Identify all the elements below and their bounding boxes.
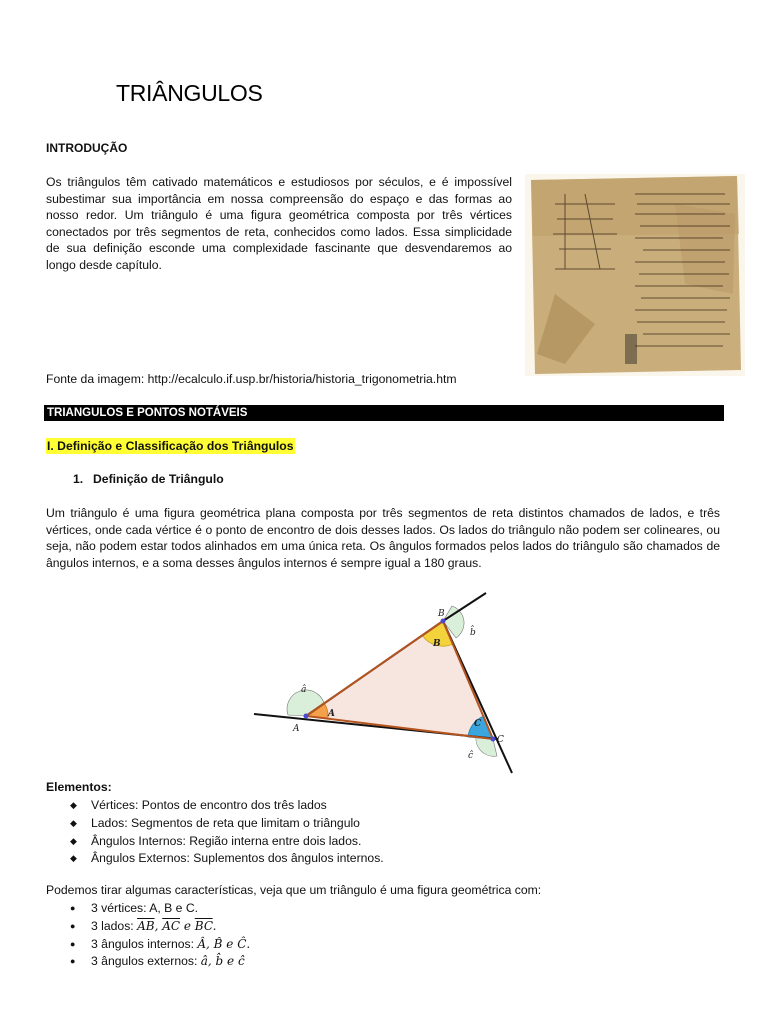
vertex-A [304,714,309,719]
lados-prefix: 3 lados: [91,918,138,933]
heading-number: 1. [73,472,84,486]
list-item: ◆ Ângulos Internos: Região interna entre dois lados. [70,833,384,851]
list-item: ● 3 vértices: A, B e C. [70,900,250,918]
page-title: TRIÂNGULOS [116,80,263,106]
internos-prefix: 3 ângulos internos: [91,936,198,951]
elements-list [70,797,384,868]
internos-math: Â, B̂ e Ĉ. [197,936,251,951]
label-A-interior: A [328,709,335,719]
intro-paragraph: Os triângulos têm cativado matemáticos e estudiosos por séculos, e é impossível subestimar sua importância em nossa compreensão do espaço e das formas ao nosso redor. Um triângulo é uma figura geométrica composta por três vértices conectados por três segmentos de reta, conhecidos como lados. Essa simplicidade de sua definição esconde uma complexidade fascinante que desvendaremos ao longo desde capítulo. [46,175,512,272]
subsection-heading: I. Definição e Classificação dos Triângulos [47,439,294,453]
image-source: Fonte da imagem: http://ecalculo.if.usp.br/historia/historia_trigonometria.htm [46,372,457,386]
label-C-interior: C [474,719,482,729]
segment-ab: $\overline{AB}$ [137,918,155,933]
characteristics-list [70,900,250,971]
label-B-interior: B [433,639,441,649]
list-item [70,918,250,936]
list-item: ◆ Ângulos Externos: Suplementos dos ângulos internos. [70,850,384,868]
segment-ac: $\overline{AC}$ [162,918,181,933]
triangle-diagram [250,585,520,775]
elements-title: Elementos: [46,780,112,794]
heading-text: Definição de Triângulo [93,472,224,486]
label-A: A [293,724,300,734]
vertex-C [491,737,496,742]
label-B: B [438,609,445,619]
list-item: ◆ Lados: Segmentos de reta que limitam o triângulo [70,815,384,833]
lados-math: $\overline{AB}$, $\overline{AC}$ e $\overline{BC}$. [137,918,217,933]
label-a-exterior: â [301,685,307,695]
line-b-ext [443,593,486,621]
label-c-exterior: ĉ [468,751,474,761]
list-item: ◆ Vértices: Pontos de encontro dos três lados [70,797,384,815]
intro-heading: INTRODUÇÃO [46,141,128,155]
list-item [70,953,250,971]
characteristics-intro: Podemos tirar algumas características, veja que um triângulo é uma figura geométrica com: [46,883,542,897]
numbered-heading [73,472,224,486]
list-item [70,936,250,954]
definition-paragraph: Um triângulo é uma figura geométrica plana composta por três segmentos de reta distintos chamados de lados, e três vértices, onde cada vértice é o ponto de encontro de dois desses lados. Os lados do triângulo não podem ser colineares, ou seja, não podem estar todos alinhados em uma única reta. Os ângulos formados pelos lados do triângulo são chamados de ângulos internos, e a soma desses ângulos internos é sempre igual a 180 graus. [46,506,720,570]
section-bar: TRIANGULOS E PONTOS NOTÁVEIS [44,405,724,421]
label-b-exterior: b̂ [470,628,476,638]
papyrus-image [525,174,745,376]
label-C: C [497,735,504,745]
externos-prefix: 3 ângulos externos: [91,954,201,969]
externos-math: â, b̂ e ĉ [200,954,245,969]
vertex-B [441,619,446,624]
segment-bc: $\overline{BC}$ [194,918,213,933]
